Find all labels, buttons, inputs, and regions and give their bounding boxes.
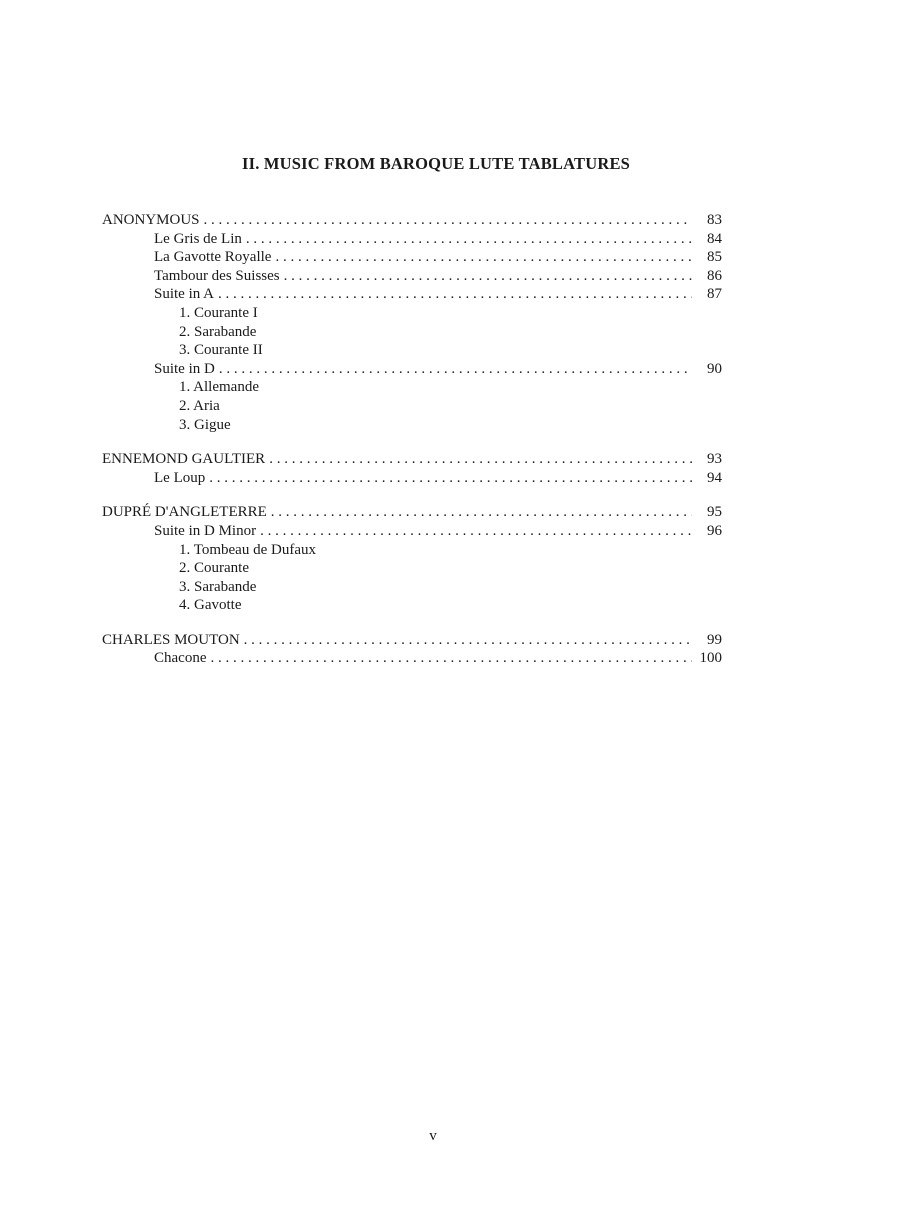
toc-row-composer[interactable] bbox=[102, 211, 722, 230]
toc-row-composer[interactable] bbox=[102, 450, 722, 469]
dot-leader bbox=[246, 230, 692, 249]
work-title: Chacone bbox=[154, 650, 207, 667]
work-title: Suite in D bbox=[154, 360, 215, 377]
toc-row-composer[interactable] bbox=[102, 631, 722, 650]
page-number: 99 bbox=[707, 631, 722, 648]
dot-leader bbox=[204, 211, 692, 230]
movement-title: 3. Gigue bbox=[179, 416, 231, 433]
dot-leader bbox=[275, 248, 692, 267]
page-number: 83 bbox=[707, 212, 722, 228]
movement-title: 2. Sarabande bbox=[179, 323, 257, 340]
work-title: Tambour des Suisses bbox=[154, 267, 280, 284]
dot-leader bbox=[210, 649, 692, 668]
toc-row-movement bbox=[102, 416, 722, 435]
composer-name: ANONYMOUS bbox=[102, 212, 200, 228]
toc-row-composer[interactable] bbox=[102, 503, 722, 522]
toc-row-work[interactable] bbox=[102, 522, 722, 541]
movement-title: 3. Courante II bbox=[179, 342, 263, 359]
work-title: La Gavotte Royalle bbox=[154, 249, 272, 266]
work-title: Suite in D Minor bbox=[154, 522, 257, 539]
toc-row-movement bbox=[102, 596, 722, 615]
dot-leader bbox=[209, 469, 692, 488]
movement-title: 2. Aria bbox=[179, 397, 220, 414]
page-number: 86 bbox=[707, 267, 722, 284]
dot-leader bbox=[218, 285, 692, 304]
page-number: 87 bbox=[707, 286, 722, 303]
work-title: Le Gris de Lin bbox=[154, 230, 242, 247]
page-number: 95 bbox=[707, 504, 722, 521]
dot-leader bbox=[260, 522, 692, 541]
work-title: Suite in A bbox=[154, 286, 215, 303]
movement-title: 2. Courante bbox=[179, 560, 249, 577]
composer-entry bbox=[102, 450, 722, 487]
movement-title: 4. Gavotte bbox=[179, 597, 242, 614]
toc-row-work[interactable] bbox=[102, 285, 722, 304]
composer-entry bbox=[102, 211, 722, 434]
composer-name: DUPRÉ D'ANGLETERRE bbox=[102, 504, 267, 521]
toc-row-movement bbox=[102, 559, 722, 578]
composer-name: ENNEMOND GAULTIER bbox=[102, 451, 266, 468]
movement-title: 1. Allemande bbox=[179, 379, 259, 396]
toc-row-movement bbox=[102, 397, 722, 416]
toc-row-work[interactable] bbox=[102, 360, 722, 379]
page-number: 93 bbox=[707, 451, 722, 468]
composer-entry bbox=[102, 631, 722, 668]
page-number: 84 bbox=[707, 230, 722, 247]
toc-row-work[interactable] bbox=[102, 469, 722, 488]
toc-row-movement bbox=[102, 578, 722, 597]
work-title: Le Loup bbox=[154, 469, 206, 486]
page-number: 94 bbox=[707, 469, 722, 486]
toc-row-work[interactable] bbox=[102, 649, 722, 668]
movement-title: 3. Sarabande bbox=[179, 578, 257, 595]
dot-leader bbox=[271, 503, 692, 522]
toc-row-work[interactable] bbox=[102, 248, 722, 267]
page-number: 96 bbox=[707, 522, 722, 539]
toc-row-work[interactable] bbox=[102, 230, 722, 249]
composer-name: CHARLES MOUTON bbox=[102, 631, 240, 648]
page-folio: v bbox=[429, 1128, 437, 1144]
page-number: 90 bbox=[707, 360, 722, 377]
dot-leader bbox=[269, 450, 692, 469]
composer-entry bbox=[102, 503, 722, 615]
page-number: 100 bbox=[699, 650, 722, 667]
dot-leader bbox=[219, 360, 692, 379]
toc-row-movement bbox=[102, 323, 722, 342]
section-title: II. MUSIC FROM BAROQUE LUTE TABLATURES bbox=[241, 154, 631, 173]
toc-row-movement bbox=[102, 341, 722, 360]
page-number: 85 bbox=[707, 249, 722, 266]
toc-row-work[interactable] bbox=[102, 267, 722, 286]
table-of-contents bbox=[102, 211, 722, 668]
dot-leader bbox=[284, 267, 692, 286]
toc-row-movement bbox=[102, 541, 722, 560]
toc-row-movement bbox=[102, 378, 722, 397]
dot-leader bbox=[244, 631, 692, 650]
movement-title: 1. Courante I bbox=[179, 304, 258, 321]
movement-title: 1. Tombeau de Dufaux bbox=[179, 541, 316, 558]
toc-row-movement bbox=[102, 304, 722, 323]
